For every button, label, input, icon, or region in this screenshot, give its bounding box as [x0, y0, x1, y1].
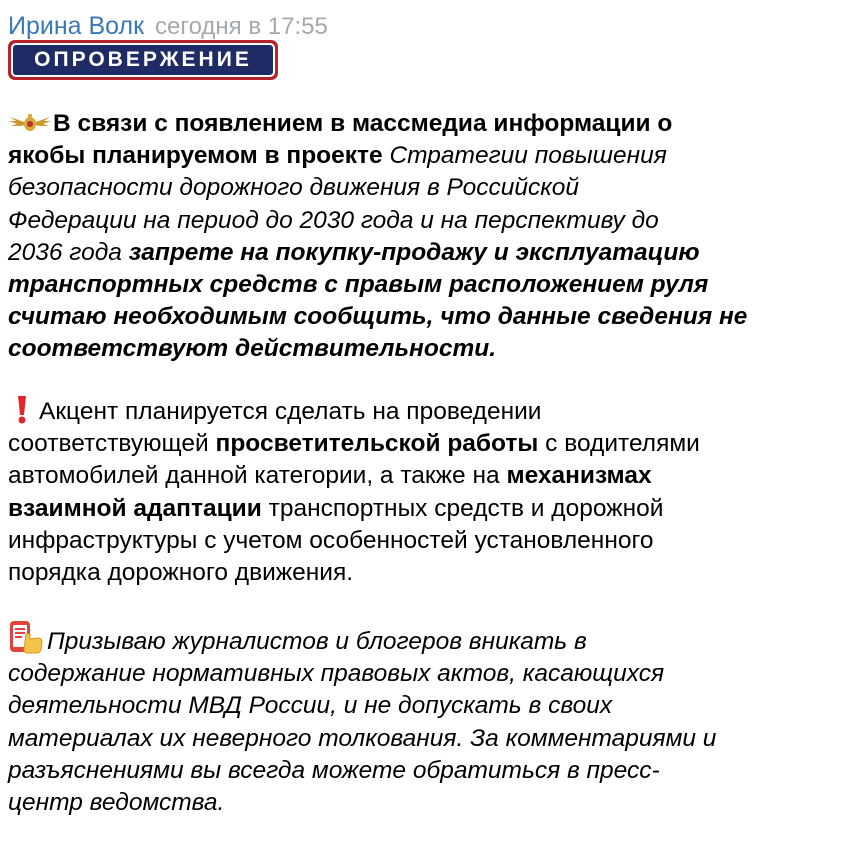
p1-line6: транспортных средств с правым расположением руля [8, 271, 709, 299]
p2-line3b: механизмах [506, 462, 652, 490]
p2-line5: инфраструктуры с учетом особенностей установленного [8, 526, 654, 554]
phone-hand-icon [8, 620, 46, 654]
paragraph-2 [8, 396, 808, 589]
p1-line3: безопасности дорожного движения в Российской [8, 174, 580, 202]
p1-line5b: запрете на покупку-продажу и эксплуатацию [128, 238, 700, 266]
banner-text: ОПРОВЕРЖЕНИЕ [34, 48, 252, 71]
p2-line4b: транспортных средств и дорожной [268, 494, 664, 522]
exclamation-icon [8, 396, 38, 424]
author-name[interactable]: Ирина Волк [8, 12, 145, 40]
p2-line2a: соответствующей [8, 430, 209, 458]
p2-line3a: автомобилей данной категории, а также на [8, 462, 500, 490]
p3-line6: центр ведомства. [8, 789, 225, 817]
p1-line1: В связи с появлением в массмедиа информации о [53, 110, 673, 137]
p2-line4a: взаимной адаптации [8, 494, 262, 522]
p3-line5: разъяснениями вы всегда можете обратиться в пресс- [8, 756, 660, 784]
p1-line2b: Стратегии повышения [389, 142, 667, 170]
p3-line4: материалах их неверного толкования. За комментариями и [8, 724, 717, 752]
p2-line2c: с водителями [545, 430, 700, 458]
refutation-banner [8, 40, 278, 80]
p2-line6: порядка дорожного движения. [8, 559, 354, 587]
paragraph-3 [8, 620, 808, 819]
p1-line8: соответствуют действительности. [8, 335, 497, 363]
police-emblem-icon [8, 112, 52, 136]
p1-line4: Федерации на период до 2030 года и на перспективу до [8, 206, 659, 234]
message-time: сегодня в 17:55 [155, 13, 328, 40]
p3-line2: содержание нормативных правовых актов, касающихся [8, 660, 665, 688]
message-header [8, 10, 328, 43]
p3-line3: деятельности МВД России, и не допускать в своих [8, 692, 613, 720]
p3-line1: Призываю журналистов и блогеров вникать в [47, 628, 587, 655]
p1-line5a: 2036 года [8, 238, 122, 266]
p1-line7: считаю необходимым сообщить, что данные сведения не [8, 303, 748, 331]
p1-line2a: якобы планируемом в проекте [8, 142, 383, 170]
paragraph-1 [8, 108, 808, 366]
p2-line2b: просветительской работы [215, 430, 539, 458]
p2-line1: Акцент планируется сделать на проведении [39, 398, 542, 425]
